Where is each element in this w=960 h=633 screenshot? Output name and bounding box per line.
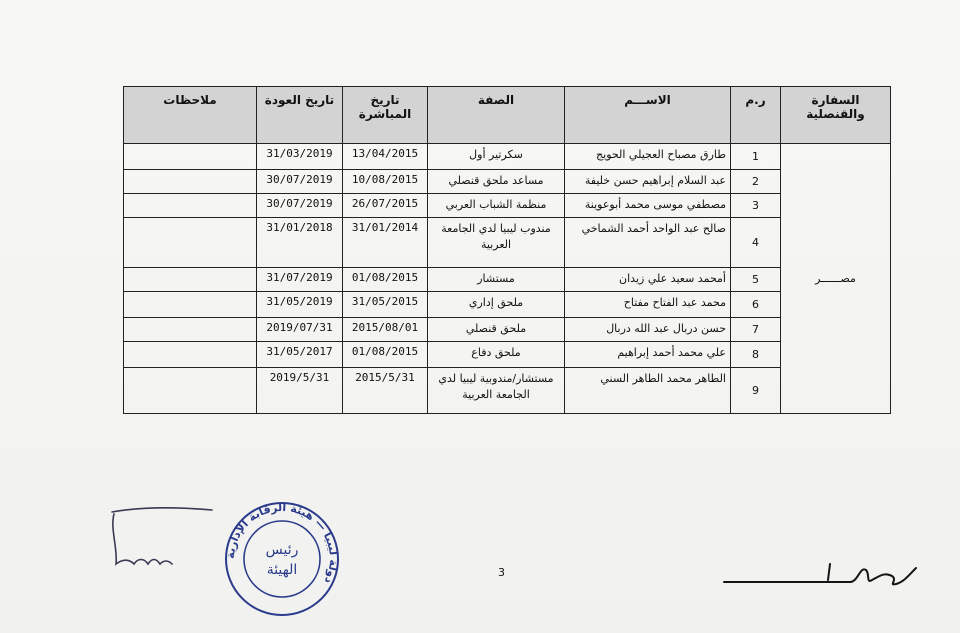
header-embassy: السفارة والقنصلية xyxy=(781,87,891,144)
start-date: 2015/08/01 xyxy=(343,318,428,342)
stamp-line-1: رئيس xyxy=(265,542,299,558)
table-header-row xyxy=(124,87,891,144)
stamp-line-2: الهيئة xyxy=(266,562,298,578)
header-position: الصفة xyxy=(428,87,565,144)
employee-position: منظمة الشباب العربي xyxy=(428,194,565,218)
table-row xyxy=(124,342,891,368)
table-row xyxy=(124,218,891,268)
start-date: 01/08/2015 xyxy=(343,268,428,292)
table-row xyxy=(124,170,891,194)
notes xyxy=(124,368,257,414)
row-number: 3 xyxy=(731,194,781,218)
row-number: 8 xyxy=(731,342,781,368)
employee-name: أمحمد سعيد علي زيدان xyxy=(565,268,731,292)
notes xyxy=(124,170,257,194)
start-date: 2015/5/31 xyxy=(343,368,428,414)
notes xyxy=(124,318,257,342)
notes xyxy=(124,194,257,218)
employee-position: سكرتير أول xyxy=(428,144,565,170)
signature-right xyxy=(720,556,920,598)
return-date: 2019/5/31 xyxy=(257,368,343,414)
return-date: 31/03/2019 xyxy=(257,144,343,170)
employee-position: مستشار/مندوبية ليبيا لدي الجامعة العربية xyxy=(428,368,565,414)
notes xyxy=(124,268,257,292)
employee-position: مساعد ملحق قنصلي xyxy=(428,170,565,194)
return-date: 31/05/2017 xyxy=(257,342,343,368)
staff-table xyxy=(123,86,891,414)
notes xyxy=(124,292,257,318)
table-row xyxy=(124,194,891,218)
row-number: 9 xyxy=(731,368,781,414)
header-return-date: تاريخ العودة xyxy=(257,87,343,144)
signature-left xyxy=(104,498,224,576)
employee-name: عبد السلام إبراهيم حسن خليفة xyxy=(565,170,731,194)
table-row xyxy=(124,268,891,292)
header-notes: ملاحظات xyxy=(124,87,257,144)
employee-name: طارق مصباح العجيلي الحويج xyxy=(565,144,731,170)
start-date: 10/08/2015 xyxy=(343,170,428,194)
employee-position: ملحق إداري xyxy=(428,292,565,318)
start-date: 01/08/2015 xyxy=(343,342,428,368)
table-row xyxy=(124,292,891,318)
official-stamp xyxy=(222,496,342,622)
start-date: 26/07/2015 xyxy=(343,194,428,218)
start-date: 31/05/2015 xyxy=(343,292,428,318)
row-number: 2 xyxy=(731,170,781,194)
row-number: 7 xyxy=(731,318,781,342)
notes xyxy=(124,144,257,170)
notes xyxy=(124,342,257,368)
page-number: 3 xyxy=(498,566,505,579)
header-name: الاســـم xyxy=(565,87,731,144)
employee-name: محمد عبد الفتاح مفتاح xyxy=(565,292,731,318)
return-date: 31/01/2018 xyxy=(257,218,343,268)
table-row xyxy=(124,368,891,414)
table-row xyxy=(124,318,891,342)
employee-name: علي محمد أحمد إبراهيم xyxy=(565,342,731,368)
header-number: ر.م xyxy=(731,87,781,144)
return-date: 31/07/2019 xyxy=(257,268,343,292)
return-date: 2019/07/31 xyxy=(257,318,343,342)
employee-position: مندوب ليبيا لدي الجامعة العربية xyxy=(428,218,565,268)
row-number: 6 xyxy=(731,292,781,318)
start-date: 13/04/2015 xyxy=(343,144,428,170)
row-number: 4 xyxy=(731,218,781,268)
notes xyxy=(124,218,257,268)
table-row xyxy=(124,144,891,170)
row-number: 1 xyxy=(731,144,781,170)
return-date: 30/07/2019 xyxy=(257,194,343,218)
employee-name: مصطفي موسى محمد أبوعوينة xyxy=(565,194,731,218)
start-date: 31/01/2014 xyxy=(343,218,428,268)
return-date: 31/05/2019 xyxy=(257,292,343,318)
employee-name: صالح عبد الواحد أحمد الشماخي xyxy=(565,218,731,268)
embassy-cell: مصــــــر xyxy=(781,144,891,414)
stamp-ring-text: دولة ليبيا — هيئة الرقابة الإدارية xyxy=(223,500,341,586)
employee-position: ملحق قنصلي xyxy=(428,318,565,342)
employee-name: الطاهر محمد الطاهر السني xyxy=(565,368,731,414)
employee-position: مستشار xyxy=(428,268,565,292)
row-number: 5 xyxy=(731,268,781,292)
employee-position: ملحق دفاع xyxy=(428,342,565,368)
header-start-date: تاريخ المباشرة xyxy=(343,87,428,144)
employee-name: حسن دربال عبد الله دربال xyxy=(565,318,731,342)
return-date: 30/07/2019 xyxy=(257,170,343,194)
